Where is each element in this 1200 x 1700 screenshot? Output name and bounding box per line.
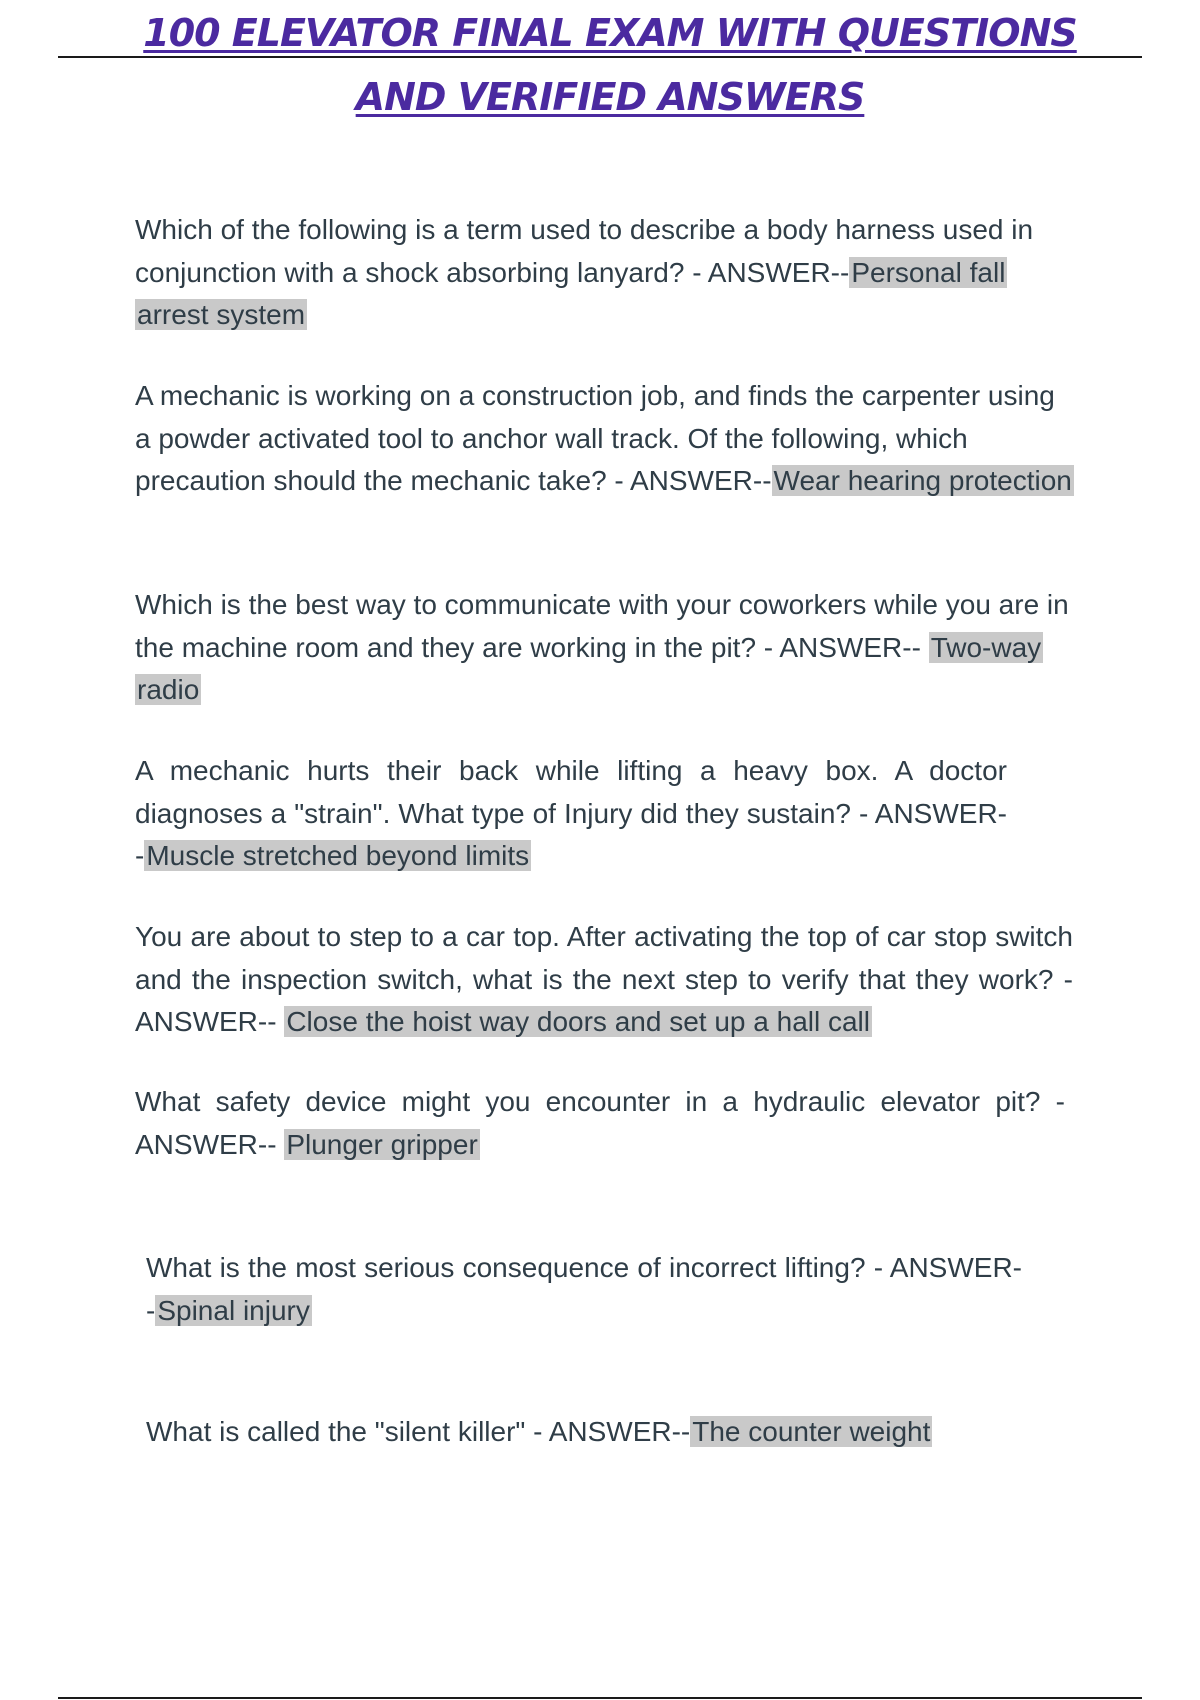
question-text: A mechanic is working on a construction job, and finds the carpenter using a powder activated tool to anchor wall track. Of the following, which precaution should the mechanic take? - ANSWER-- bbox=[135, 380, 1055, 496]
question-text: What is the most serious consequence of incorrect lifting? - ANSWER-- bbox=[146, 1252, 1022, 1326]
qa-item-8 bbox=[146, 1411, 1086, 1454]
header-rule bbox=[58, 56, 1142, 58]
question-text: A mechanic hurts their back while lifting a heavy box. A doctor diagnoses a "strain". What type of Injury did they sustain? - ANSWER-- bbox=[135, 755, 1007, 871]
title-line-2: AND VERIFIED ANSWERS bbox=[355, 75, 865, 119]
qa-item-2 bbox=[135, 375, 1075, 503]
answer-text: Plunger gripper bbox=[286, 1128, 478, 1160]
answer-text: Spinal injury bbox=[157, 1294, 310, 1326]
qa-item-1 bbox=[135, 209, 1075, 337]
qa-item-7 bbox=[146, 1247, 1022, 1332]
qa-item-3 bbox=[135, 584, 1075, 712]
question-text: Which of the following is a term used to describe a body harness used in conjunction with a shock absorbing lanyard? - ANSWER-- bbox=[135, 214, 1034, 288]
question-text: You are about to step to a car top. After activating the top of car stop switch and the inspection switch, what is the next step to verify that they work? - ANSWER-- bbox=[135, 921, 1073, 1037]
qa-item-6 bbox=[135, 1081, 1065, 1166]
answer-text: Personal fall arrest system bbox=[137, 256, 1006, 330]
footer-rule bbox=[58, 1697, 1142, 1699]
question-text: Which is the best way to communicate with your coworkers while you are in the machine room and they are working in the pit? - ANSWER-- bbox=[135, 589, 1069, 663]
question-text: What safety device might you encounter in a hydraulic elevator pit? - ANSWER-- bbox=[135, 1086, 1065, 1160]
qa-item-4 bbox=[135, 750, 1007, 878]
answer-text: Muscle stretched beyond limits bbox=[146, 840, 530, 871]
qa-item-5 bbox=[135, 916, 1073, 1044]
question-text: What is called the "silent killer" - ANSWER-- bbox=[146, 1416, 691, 1447]
title-line-1: 100 ELEVATOR FINAL EXAM WITH QUESTIONS bbox=[143, 11, 1077, 55]
answer-text: Two-way radio bbox=[137, 631, 1042, 705]
answer-text: Close the hoist way doors and set up a hall call bbox=[286, 1006, 870, 1037]
answer-text: The counter weight bbox=[692, 1416, 931, 1447]
answer-text: Wear hearing protection bbox=[773, 465, 1072, 496]
